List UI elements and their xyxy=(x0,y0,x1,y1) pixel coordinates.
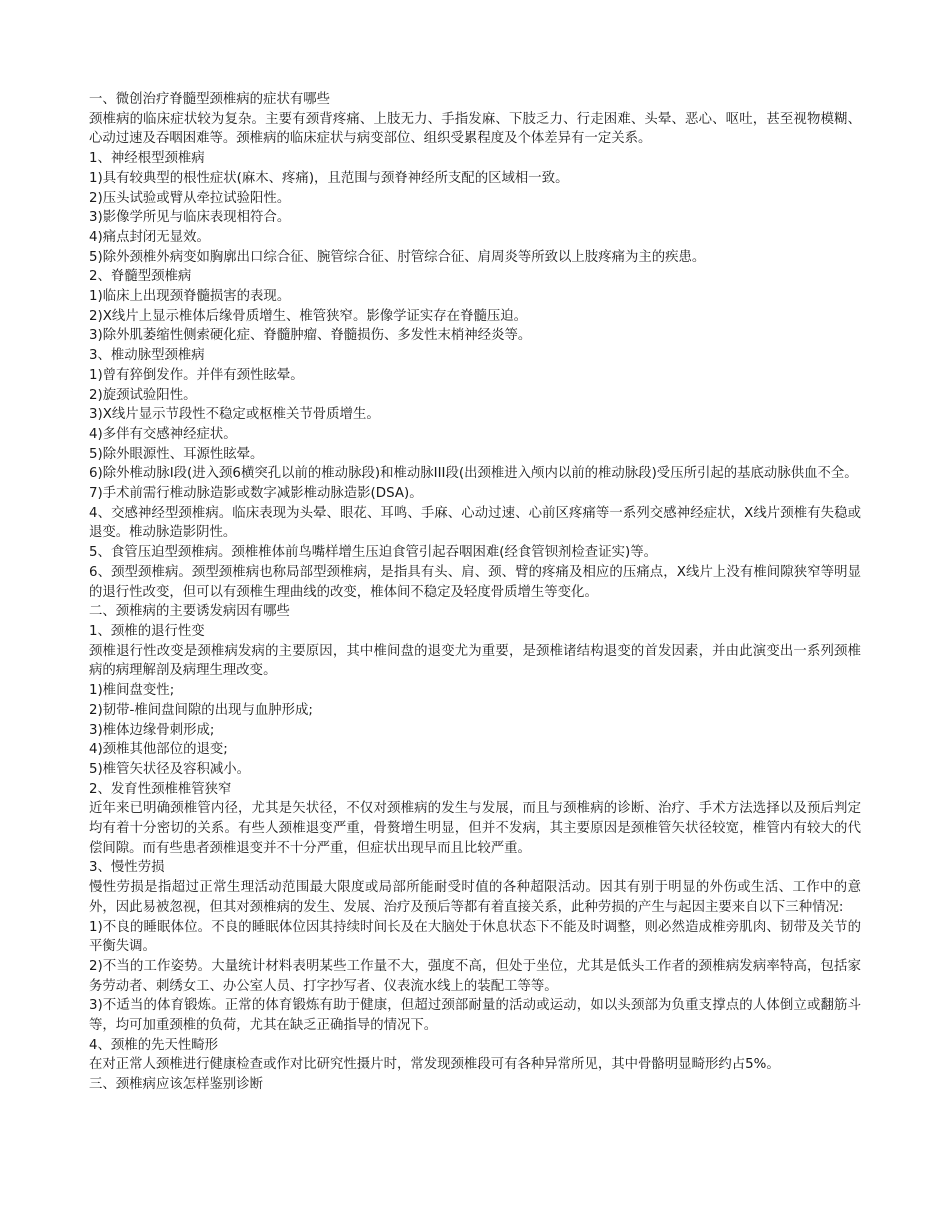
paragraph: 1、颈椎的退行性变 xyxy=(89,623,205,639)
paragraph: 3、慢性劳损 xyxy=(89,860,165,876)
paragraph: 1)具有较典型的根性症状(麻木、疼痛)，且范围与颈脊神经所支配的区域相一致。 xyxy=(89,170,569,186)
paragraph: 7)手术前需行椎动脉造影或数字减影椎动脉造影(DSA)。 xyxy=(89,486,423,502)
paragraph: 1)临床上出现颈脊髓损害的表现。 xyxy=(89,289,291,305)
paragraph: 6、颈型颈椎病。颈型颈椎病也称局部型颈椎病，是指具有头、肩、颈、臂的疼痛及相应的压痛点，X线片上没有椎间隙狭窄等明显的退行性改变，但可以有颈椎生理曲线的改变，椎体间不稳定及轻度骨质增生等变化。 xyxy=(89,564,861,600)
paragraph: 3)不适当的体育锻炼。正常的体育锻炼有助于健康，但超过颈部耐量的活动或运动，如以头颈部为负重支撑点的人体倒立或翻筋斗等，均可加重颈椎的负荷，尤其在缺乏正确指导的情况下。 xyxy=(89,998,861,1034)
paragraph: 4)颈椎其他部位的退变; xyxy=(89,742,228,758)
paragraph: 4、颈椎的先天性畸形 xyxy=(89,1037,219,1053)
paragraph: 2)压头试验或臂从牵拉试验阳性。 xyxy=(89,190,291,206)
paragraph: 4)痛点封闭无显效。 xyxy=(89,229,210,245)
paragraph: 2)不当的工作姿势。大量统计材料表明某些工作量不大，强度不高，但处于坐位，尤其是低头工作者的颈椎病发病率特高，包括家务劳动者、刺绣女工、办公室人员、打字抄写者、仪表流水线上的装配工等等。 xyxy=(89,958,861,994)
paragraph: 4)多伴有交感神经症状。 xyxy=(89,426,237,442)
paragraph: 二、颈椎病的主要诱发病因有哪些 xyxy=(89,604,290,620)
paragraph: 5、食管压迫型颈椎病。颈椎椎体前鸟嘴样增生压迫食管引起吞咽困难(经食管钡剂检查证实)等。 xyxy=(89,545,657,561)
paragraph: 2)韧带-椎间盘间隙的出现与血肿形成; xyxy=(89,702,313,718)
paragraph: 2)旋颈试验阳性。 xyxy=(89,387,197,403)
document-body xyxy=(89,90,861,1095)
paragraph: 3)椎体边缘骨刺形成; xyxy=(89,722,215,738)
paragraph: 慢性劳损是指超过正常生理活动范围最大限度或局部所能耐受时值的各种超限活动。因其有别于明显的外伤或生活、工作中的意外，因此易被忽视，但其对颈椎病的发生、发展、治疗及预后等都有着直接关系，此种劳损的产生与起因主要来自以下三种情况: xyxy=(89,880,861,915)
paragraph: 5)除外眼源性、耳源性眩晕。 xyxy=(89,446,264,462)
paragraph: 颈椎病的临床症状较为复杂。主要有颈背疼痛、上肢无力、手指发麻、下肢乏力、行走困难、头晕、恶心、呕吐，甚至视物模糊、心动过速及吞咽困难等。颈椎病的临床症状与病变部位、组织受累程度及个体差异有一定关系。 xyxy=(89,111,861,147)
paragraph: 三、颈椎病应该怎样鉴别诊断 xyxy=(89,1077,264,1093)
paragraph: 颈椎退行性改变是颈椎病发病的主要原因，其中椎间盘的退变尤为重要，是颈椎诸结构退变的首发因素，并由此演变出一系列颈椎病的病理解剖及病理生理改变。 xyxy=(89,643,861,679)
paragraph: 5)椎管矢状径及容积减小。 xyxy=(89,761,251,777)
paragraph: 1)椎间盘变性; xyxy=(89,683,175,699)
paragraph: 3)除外肌萎缩性侧索硬化症、脊髓肿瘤、脊髓损伤、多发性末梢神经炎等。 xyxy=(89,328,532,344)
paragraph: 1)曾有猝倒发作。并伴有颈性眩晕。 xyxy=(89,367,304,383)
paragraph: 3)影像学所见与临床表现相符合。 xyxy=(89,210,291,226)
paragraph: 4、交感神经型颈椎病。临床表现为头晕、眼花、耳鸣、手麻、心动过速、心前区疼痛等一系列交感神经症状，X线片颈椎有失稳或退变。椎动脉造影阴性。 xyxy=(89,505,861,541)
paragraph: 一、微创治疗脊髓型颈椎病的症状有哪些 xyxy=(89,92,331,107)
paragraph: 5)除外颈椎外病变如胸廓出口综合征、腕管综合征、肘管综合征、肩周炎等所致以上肢疼痛为主的疾患。 xyxy=(89,249,706,265)
paragraph: 2、发育性颈椎椎管狭窄 xyxy=(89,781,232,797)
paragraph: 2、脊髓型颈椎病 xyxy=(89,269,192,285)
paragraph: 6)除外椎动脉Ⅰ段(进入颈6横突孔以前的椎动脉段)和椎动脉III段(出颈椎进入颅内以前的椎动脉段)受压所引起的基底动脉供血不全。 xyxy=(89,466,858,482)
paragraph: 1、神经根型颈椎病 xyxy=(89,151,205,167)
paragraph: 3)X线片显示节段性不稳定或枢椎关节骨质增生。 xyxy=(89,407,380,423)
paragraph: 2)X线片上显示椎体后缘骨质增生、椎管狭窄。影像学证实存在脊髓压迫。 xyxy=(89,308,528,324)
paragraph: 近年来已明确颈椎管内径，尤其是矢状径，不仅对颈椎病的发生与发展，而且与颈椎病的诊断、治疗、手术方法选择以及预后判定均有着十分密切的关系。有些人颈椎退变严重，骨赘增生明显，但并不发病，其主要原因是颈椎管矢状径较宽，椎管内有较大的代偿间隙。而有些患者颈椎退变并不十分严重，但症状出现早而且比较严重。 xyxy=(89,801,861,856)
paragraph: 3、椎动脉型颈椎病 xyxy=(89,348,205,364)
paragraph: 在对正常人颈椎进行健康检查或作对比研究性摄片时，常发现颈椎段可有各种异常所见，其中骨骼明显畸形约占5%。 xyxy=(89,1057,780,1073)
paragraph: 1)不良的睡眠体位。不良的睡眠体位因其持续时间长及在大脑处于休息状态下不能及时调整，则必然造成椎旁肌肉、韧带及关节的平衡失调。 xyxy=(89,919,861,955)
